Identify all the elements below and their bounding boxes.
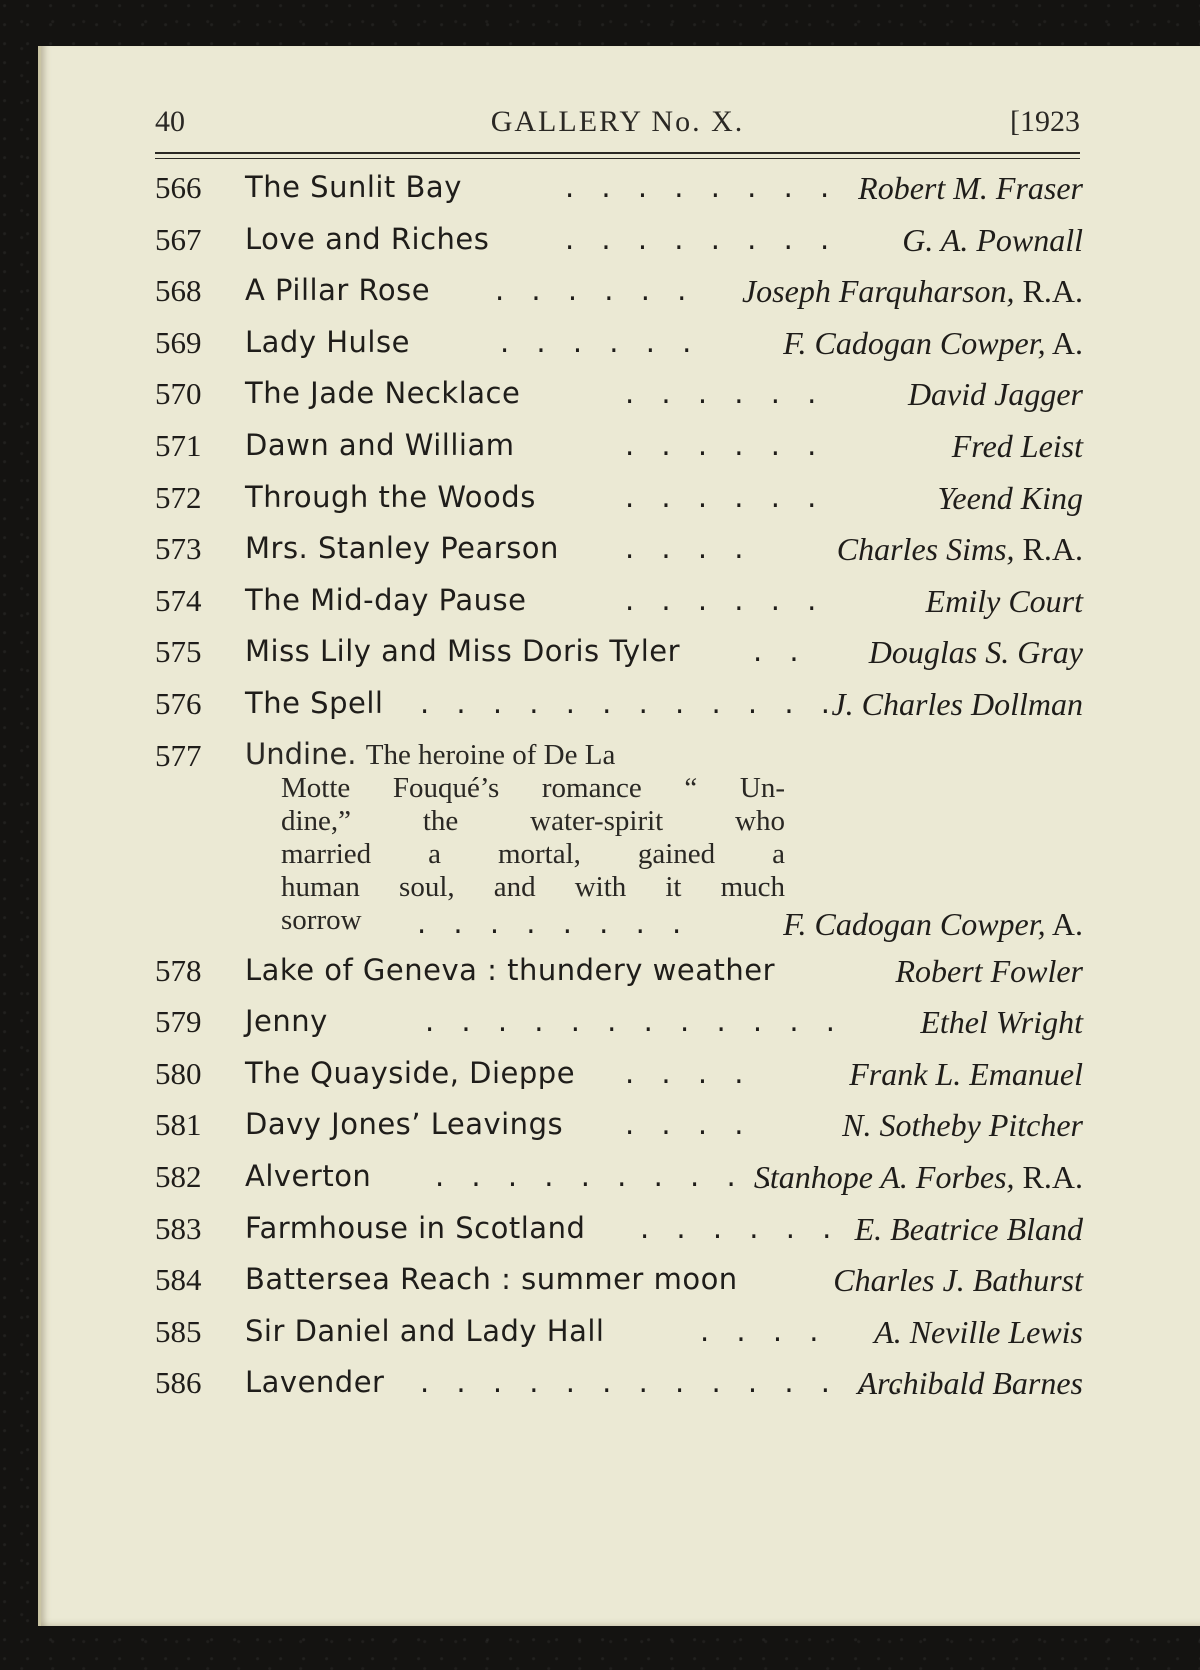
entry-title: Davy Jones’ Leavings — [245, 1107, 564, 1142]
entry-number: 584 — [155, 1262, 202, 1298]
entry-number: 569 — [155, 324, 202, 360]
entry-artist: Emily Court — [925, 582, 1083, 619]
description-line: sorrow — [281, 903, 362, 936]
entry-artist: Ethel Wright — [920, 1004, 1083, 1041]
dot-leader: . . . . . . . . — [565, 170, 839, 204]
catalogue-entry — [155, 325, 1083, 377]
entry-title: The Quayside, Dieppe — [245, 1055, 576, 1090]
description-line: married a mortal, gained a — [281, 837, 785, 870]
catalogue-entry — [155, 480, 1083, 532]
entry-title: Mrs. Stanley Pearson — [245, 531, 559, 566]
entry-number: 576 — [155, 685, 202, 721]
running-head — [155, 105, 1080, 155]
entry-number: 586 — [155, 1365, 202, 1401]
catalogue-entry — [155, 1107, 1083, 1159]
entry-artist: Douglas S. Gray — [868, 634, 1083, 671]
entry-artist: G. A. Pownall — [902, 221, 1083, 258]
entry-artist: Stanhope A. Forbes, R.A. — [753, 1158, 1083, 1195]
catalogue-entry — [155, 953, 1083, 1005]
dot-leader: . . . . . . . . — [565, 221, 839, 256]
entry-title: Battersea Reach : summer moon — [245, 1262, 738, 1297]
header-rule-thin — [155, 158, 1080, 159]
entries-list — [155, 170, 1083, 1417]
entry-title: Lake of Geneva : thundery weather — [245, 952, 776, 987]
description-line: Motte Fouqué’s romance “ Un- — [281, 771, 785, 804]
catalogue-entry — [155, 1004, 1083, 1056]
entry-title: Undine. — [245, 736, 366, 771]
dot-leader: . . . . . . . . . . . . . . — [420, 1365, 912, 1400]
entry-artist: J. Charles Dollman — [831, 685, 1083, 722]
entry-number: 566 — [155, 170, 202, 205]
entry-artist: Joseph Farquharson, R.A. — [741, 273, 1083, 310]
catalogue-entry — [155, 1314, 1083, 1366]
entry-artist: Charles Sims, R.A. — [836, 531, 1083, 568]
entry-artist: Robert M. Fraser — [858, 170, 1083, 206]
dot-leader: . . . . . . — [625, 376, 826, 411]
entry-title: Dawn and William — [245, 427, 515, 462]
entry-title: Lavender — [245, 1365, 385, 1400]
entry-artist: N. Sotheby Pitcher — [842, 1107, 1083, 1144]
dot-leader: . . . . . . — [625, 427, 826, 462]
entry-number: 581 — [155, 1107, 202, 1143]
entry-title: A Pillar Rose — [245, 273, 431, 308]
entry-number: 582 — [155, 1158, 202, 1194]
entry-number: 574 — [155, 582, 202, 618]
dot-leader: . . . . — [625, 1107, 753, 1142]
entry-number: 577 — [155, 737, 202, 773]
entry-title: Miss Lily and Miss Doris Tyler — [245, 634, 681, 669]
dot-leader: . . . . . . . . — [417, 905, 691, 940]
entry-number: 578 — [155, 952, 202, 988]
entry-number: 579 — [155, 1004, 202, 1040]
catalogue-entry — [155, 428, 1083, 480]
entry-number: 580 — [155, 1055, 202, 1091]
dot-leader: . . . . . . — [625, 479, 826, 514]
entry-title: Through the Woods — [245, 479, 536, 514]
dot-leader: . . . . . . — [495, 273, 696, 308]
entry-title: Lady Hulse — [245, 324, 410, 359]
entry-title: Love and Riches — [245, 221, 490, 256]
catalogue-entry — [155, 738, 1083, 953]
entry-artist: Robert Fowler — [895, 952, 1083, 989]
catalogue-entry — [155, 376, 1083, 428]
catalogue-entry — [155, 531, 1083, 583]
catalogue-entry — [155, 1365, 1083, 1417]
header-rule — [155, 152, 1080, 154]
dot-leader: . . . . — [625, 531, 753, 566]
catalogue-entry — [155, 686, 1083, 738]
entry-number: 570 — [155, 376, 202, 412]
entry-number: 571 — [155, 427, 202, 463]
entry-number: 572 — [155, 479, 202, 515]
entry-number: 585 — [155, 1313, 202, 1349]
entry-number: 567 — [155, 221, 202, 257]
entry-artist: David Jagger — [907, 376, 1083, 413]
catalogue-entry — [155, 1262, 1083, 1314]
entry-artist: Fred Leist — [951, 427, 1083, 464]
description-line: dine,” the water-spirit who — [281, 804, 785, 837]
page-title: GALLERY No. X. — [490, 105, 745, 138]
entry-artist: F. Cadogan Cowper, A. — [783, 324, 1083, 361]
description-line: human soul, and with it much — [281, 870, 785, 903]
entry-title: The Spell — [245, 685, 384, 720]
entry-artist: Charles J. Bathurst — [833, 1262, 1083, 1299]
dot-leader: . . . . . . . . . . — [435, 1158, 782, 1193]
dot-leader: . . . . — [625, 1055, 753, 1090]
entry-title: The Sunlit Bay — [245, 170, 462, 204]
entry-artist: Archibald Barnes — [857, 1365, 1083, 1402]
dot-leader: . . . . . . . . . . . . — [420, 685, 840, 720]
entry-number: 568 — [155, 273, 202, 309]
dot-leader: . . . . . . — [500, 324, 701, 359]
entry-number: 583 — [155, 1210, 202, 1246]
catalogue-entry — [155, 634, 1083, 686]
entry-title: Sir Daniel and Lady Hall — [245, 1313, 605, 1348]
catalogue-entry — [155, 273, 1083, 325]
catalogue-entry — [155, 583, 1083, 635]
dot-leader: . . . . . . — [640, 1210, 841, 1245]
dot-leader: . . . . . . — [625, 582, 826, 617]
catalogue-entry — [155, 222, 1083, 274]
entry-title: Farmhouse in Scotland — [245, 1210, 586, 1245]
catalogue-entry — [155, 1056, 1083, 1108]
entry-artist: A. Neville Lewis — [874, 1313, 1083, 1350]
dot-leader: . . — [753, 634, 808, 669]
description-line: The heroine of De La — [365, 738, 616, 771]
catalogue-entry — [155, 1159, 1083, 1211]
catalogue-entry — [155, 170, 1083, 222]
page-number: 40 — [155, 105, 185, 138]
entry-number: 575 — [155, 634, 202, 670]
entry-title: Jenny — [245, 1004, 328, 1039]
entry-artist: E. Beatrice Bland — [854, 1210, 1083, 1247]
entry-title: The Jade Necklace — [245, 376, 521, 411]
year-label: [1923 — [1010, 105, 1080, 138]
entry-artist: Frank L. Emanuel — [849, 1055, 1083, 1092]
entry-number: 573 — [155, 531, 202, 567]
dot-leader: . . . . — [700, 1313, 828, 1348]
dot-leader: . . . . . . . . . . . . — [425, 1004, 845, 1039]
entry-title: The Mid-day Pause — [245, 582, 527, 617]
entry-title: Alverton — [245, 1158, 372, 1193]
catalogue-entry — [155, 1211, 1083, 1263]
entry-artist: F. Cadogan Cowper, A. — [783, 905, 1083, 942]
entry-artist: Yeend King — [937, 479, 1083, 516]
